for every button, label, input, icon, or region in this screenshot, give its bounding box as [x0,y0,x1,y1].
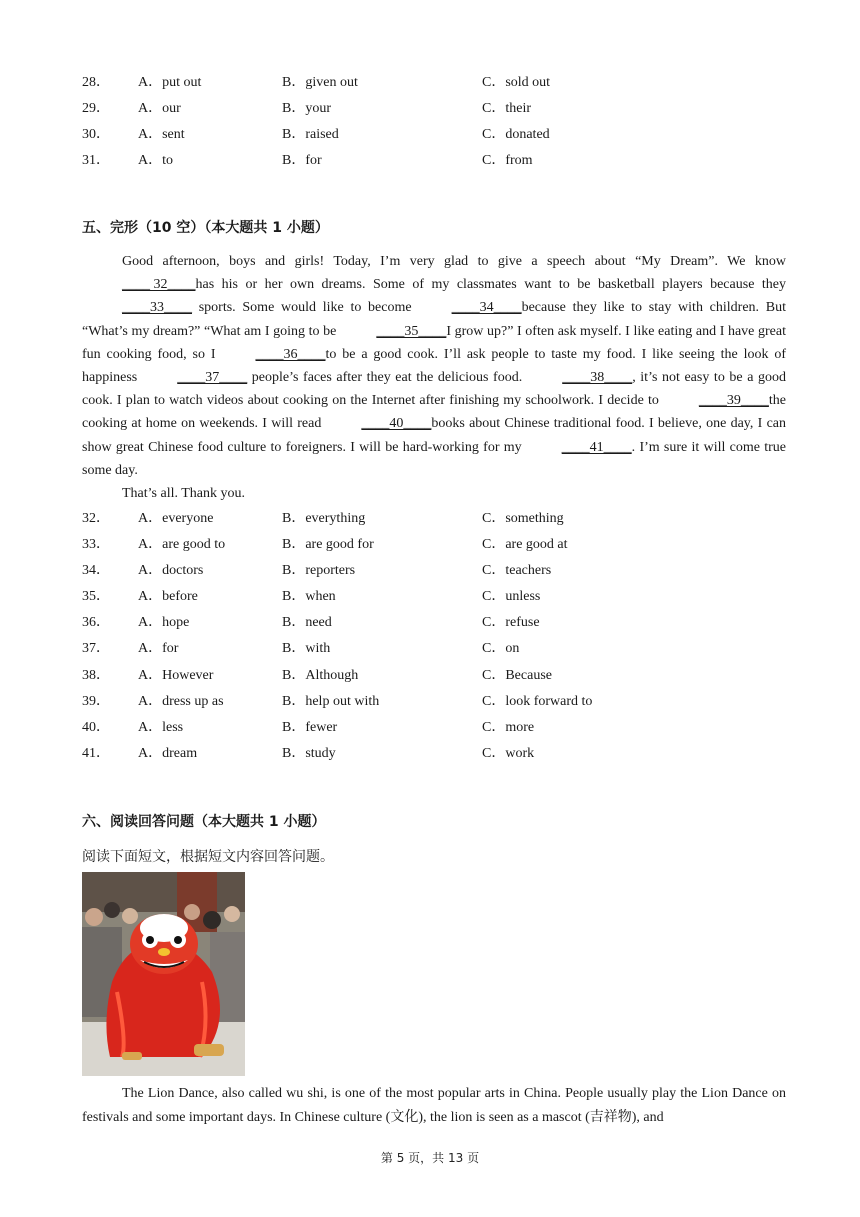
option-b: B．Although [282,668,359,683]
option-a: A．are good to [138,537,226,552]
blank-39: ____39____ [698,393,769,409]
reading-paragraph: The Lion Dance, also called wu shi, is one of the most popular arts in China. People usually play the Lion Dance on festivals and some important days. In Chinese culture (文化), the lion is seen as a mascot (吉祥物), and [82,1086,786,1125]
option-a: A．dream [138,746,198,761]
passage-text: because they like to stay with children. But “What’s my dream?” “What am I going to be [82,300,786,339]
passage-paragraph [82,250,786,482]
option-a: A．to [138,153,173,168]
question-row [82,509,564,529]
question-number: 31． [82,153,110,168]
question-number: 37． [82,641,110,656]
blank-33: ____33____ [122,300,192,316]
question-number: 28． [82,75,110,90]
question-number: 34． [82,563,110,578]
blank-36: ____36____ [255,346,326,362]
blank-40: ____40____ [361,416,432,432]
question-number: 41． [82,746,110,761]
blank-38: ____38____ [562,370,633,386]
passage-text: , it’s not easy to be a good cook. I plan to watch videos about cooking on the Internet after finishing my schoolwork. I decide to [82,370,787,409]
option-b: B．are good for [282,537,374,552]
question-number: 32． [82,511,110,526]
option-c: C．work [482,746,535,761]
option-b: B．study [282,746,336,761]
passage-text: people’s faces after they eat the delicious food. [247,370,523,386]
option-a: A．our [138,101,181,116]
blank-34: ____34____ [451,300,522,316]
question-row [82,561,552,581]
option-b: B．when [282,589,336,604]
question-row [82,587,541,607]
option-c: C．teachers [482,563,552,578]
option-a: A．hope [138,615,190,630]
passage-text: . I’m sure it will come true some day. [82,439,786,478]
question-row [82,666,552,686]
passage-text: books about Chinese traditional food. I believe, one day, I can show great Chinese food culture to foreigners. I will be hard-working for my [82,416,786,455]
question-number: 39． [82,694,110,709]
option-c: C．something [482,511,564,526]
section-heading: 五、完形（10 空）（本大题共 1 小题） [82,220,329,236]
passage-text: I grow up?” I often ask myself. I like eating and I have great fun cooking food, so I [82,323,786,362]
page-footer: 第 5 页，共 13 页 [380,1151,480,1165]
option-c: C．are good at [482,537,568,552]
option-c: C．donated [482,127,550,142]
question-row [82,692,593,712]
option-c: C．look forward to [482,694,593,709]
option-c: C．refuse [482,615,540,630]
option-b: B．everything [282,511,366,526]
option-a: A．before [138,589,198,604]
option-b: B．raised [282,127,339,142]
question-row [82,535,568,555]
passage-text: Good afternoon, boys and girls! Today, I’m very glad to give a speech about “My Dream”. We know [122,254,786,269]
question-row [82,744,535,764]
option-b: B．fewer [282,720,338,735]
section-heading: 六、阅读回答问题（本大题共 1 小题） [82,814,326,830]
question-number: 33． [82,537,110,552]
blank-32: ____ 32____ [122,277,196,293]
question-row [82,151,533,171]
blank-41: ____41____ [561,439,632,455]
question-row [82,718,535,738]
question-row [82,73,551,93]
question-row [82,613,540,633]
passage-text: sports. Some would like to become [192,300,412,316]
question-row [82,99,531,119]
option-a: A．sent [138,127,185,142]
option-a: A．doctors [138,563,204,578]
question-row [82,125,550,145]
question-number: 29． [82,101,110,116]
passage-closing: That’s all. Thank you. [122,486,245,502]
question-number: 40． [82,720,110,735]
passage-text: has his or her own dreams. Some of my classmates want to be basketball players because they [195,277,786,293]
question-row [82,639,520,659]
passage-text: to be a good cook. I’ll ask people to taste my food. I like seeing the look of happiness [82,346,786,386]
option-c: C．sold out [482,75,551,90]
option-a: A．dress up as [138,694,224,709]
option-b: B．given out [282,75,358,90]
instruction-text: 阅读下面短文，根据短文内容回答问题。 [82,849,334,865]
option-c: C．on [482,641,520,656]
option-b: B．need [282,615,332,630]
question-number: 35． [82,589,110,604]
option-b: B．your [282,101,331,116]
option-b: B．for [282,153,322,168]
option-b: B．help out with [282,694,380,709]
option-b: B．reporters [282,563,356,578]
blank-37: ____37____ [177,370,248,386]
option-a: A．However [138,668,214,683]
option-c: C．more [482,720,535,735]
option-c: C．from [482,153,533,168]
cloze-passage [82,250,786,505]
option-c: C．their [482,101,531,116]
option-c: C．Because [482,668,552,683]
option-c: C．unless [482,589,541,604]
option-a: A．everyone [138,511,214,526]
question-number: 38． [82,668,110,683]
question-number: 30． [82,127,110,142]
blank-35: ____35____ [376,323,447,339]
option-b: B．with [282,641,331,656]
option-a: A．put out [138,75,202,90]
question-number: 36． [82,615,110,630]
option-a: A．for [138,641,179,656]
reading-passage [82,1082,786,1129]
option-a: A．less [138,720,184,735]
passage-text: the cooking at home on weekends. I will read [82,393,786,432]
lion-dance-photo [82,872,245,1076]
